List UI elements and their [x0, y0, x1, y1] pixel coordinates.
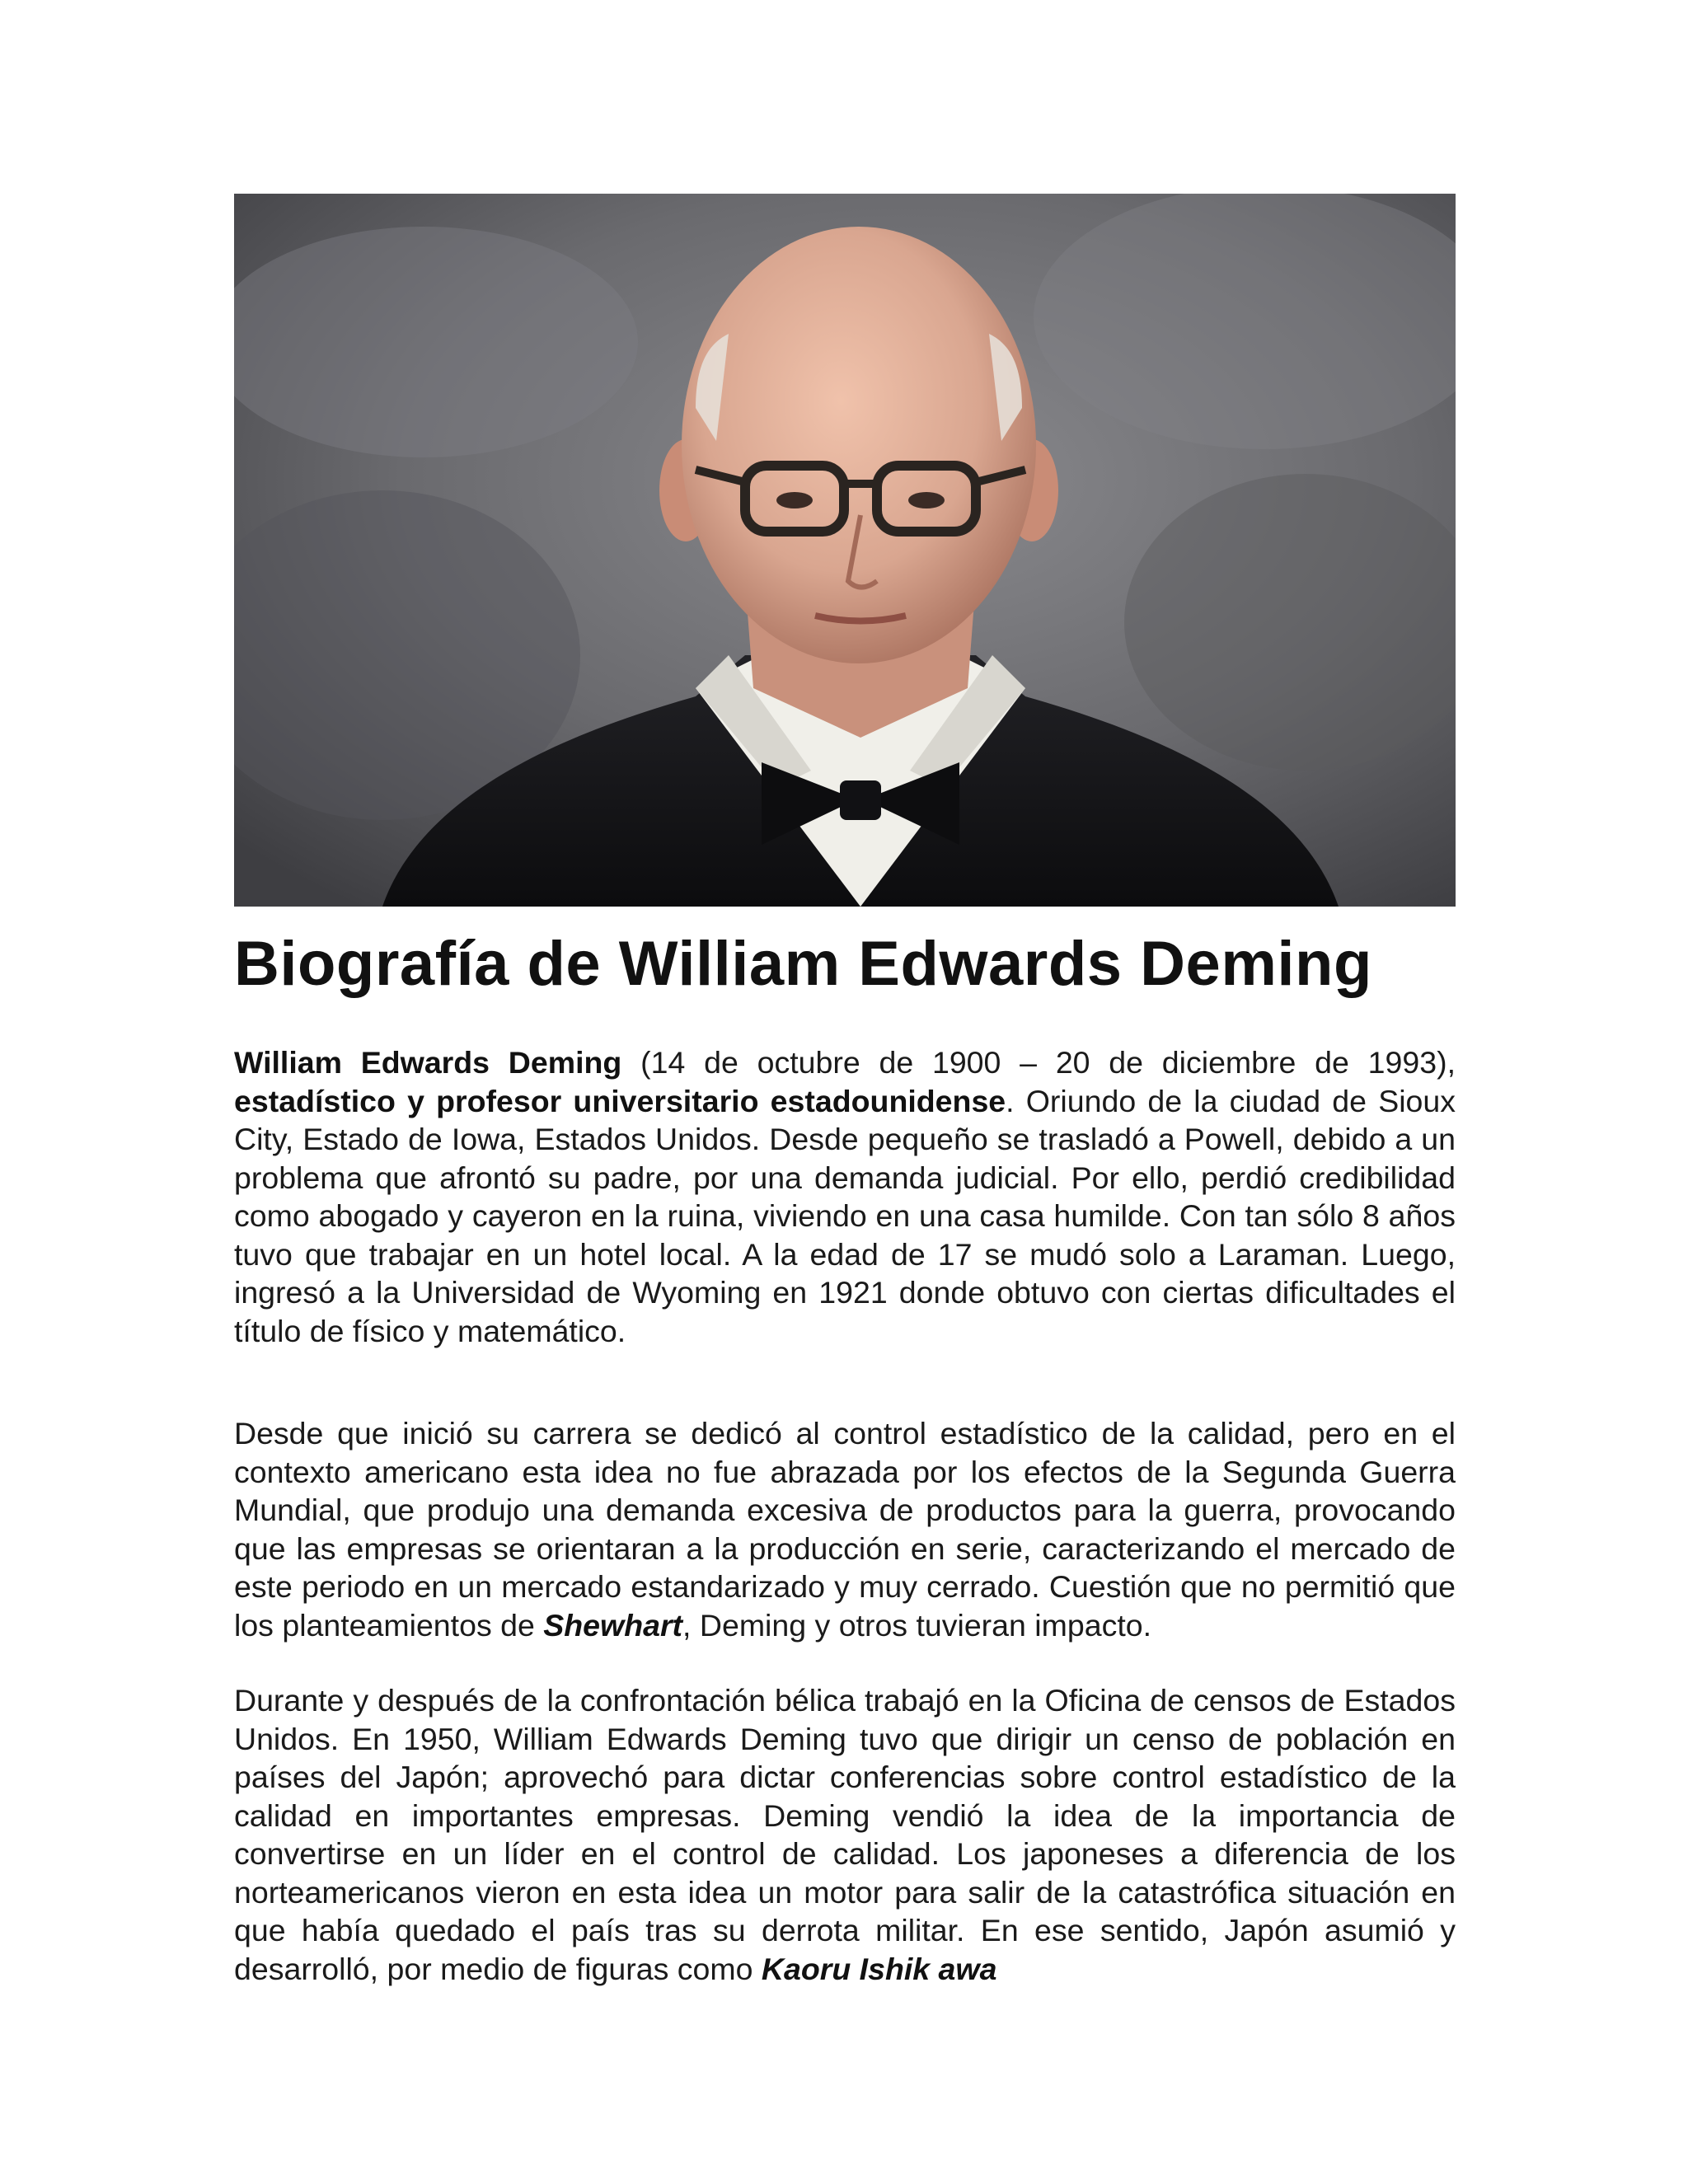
subject-name: William Edwards Deming — [234, 1045, 622, 1080]
portrait-image — [234, 194, 1456, 907]
page-title: Biografía de William Edwards Deming — [234, 929, 1372, 999]
paragraph-japan — [234, 1681, 1456, 1988]
paragraph-career — [234, 1414, 1456, 1644]
life-dates: (14 de octubre de 1900 – 20 de diciembre de 1993), — [621, 1045, 1456, 1080]
ishikawa-highlight: Kaoru Ishik awa — [761, 1951, 997, 1986]
career-text-after: , Deming y otros tuvieran impacto. — [682, 1607, 1152, 1643]
paragraph-biography-intro — [234, 1043, 1456, 1350]
intro-text: . Oriundo de la ciudad de Sioux City, Estado de Iowa, Estados Unidos. Desde pequeño se trasladó a Powell, debido a un problema que afrontó su padre, por una demanda judicial. Por ello, perdió credibilidad como abogado y cayeron en la ruina, viviendo en una casa humilde. Con tan sólo 8 años tuvo que trabajar en un hotel local. A la edad de 17 se mudó solo a Laraman. Luego, ingresó a la Universidad de Wyoming en 1921 donde obtuvo con ciertas dificultades el título de físico y matemático. — [234, 1083, 1456, 1348]
shewhart-highlight: Shewhart — [543, 1607, 683, 1643]
portrait-photo — [234, 194, 1456, 907]
japan-text-before: Durante y después de la confrontación bélica trabajó en la Oficina de censos de Estados Unidos. En 1950, William Edwards Deming tuvo que dirigir un censo de población en países del Japón; aprovechó para dictar conferencias sobre control estadístico de la calidad en importantes empresas. Deming vendió la idea de la importancia de convertirse en un líder en el control de calidad. Los japoneses a diferencia de los norteamericanos vieron en esta idea un motor para salir de la catastrófica situación en que había quedado el país tras su derrota militar. En ese sentido, Japón asumió y desarrolló, por medio de figuras como — [234, 1683, 1456, 1986]
subject-role: estadístico y profesor universitario estadounidense — [234, 1083, 1006, 1118]
career-text-before: Desde que inició su carrera se dedicó al control estadístico de la calidad, pero en el contexto americano esta idea no fue abrazada por los efectos de la Segunda Guerra Mundial, que produjo una demanda excesiva de productos para la guerra, provocando que las empresas se orientaran a la producción en serie, caracterizando el mercado de este periodo en un mercado estandarizado y muy cerrado. Cuestión que no permitió que los planteamientos de — [234, 1416, 1456, 1643]
